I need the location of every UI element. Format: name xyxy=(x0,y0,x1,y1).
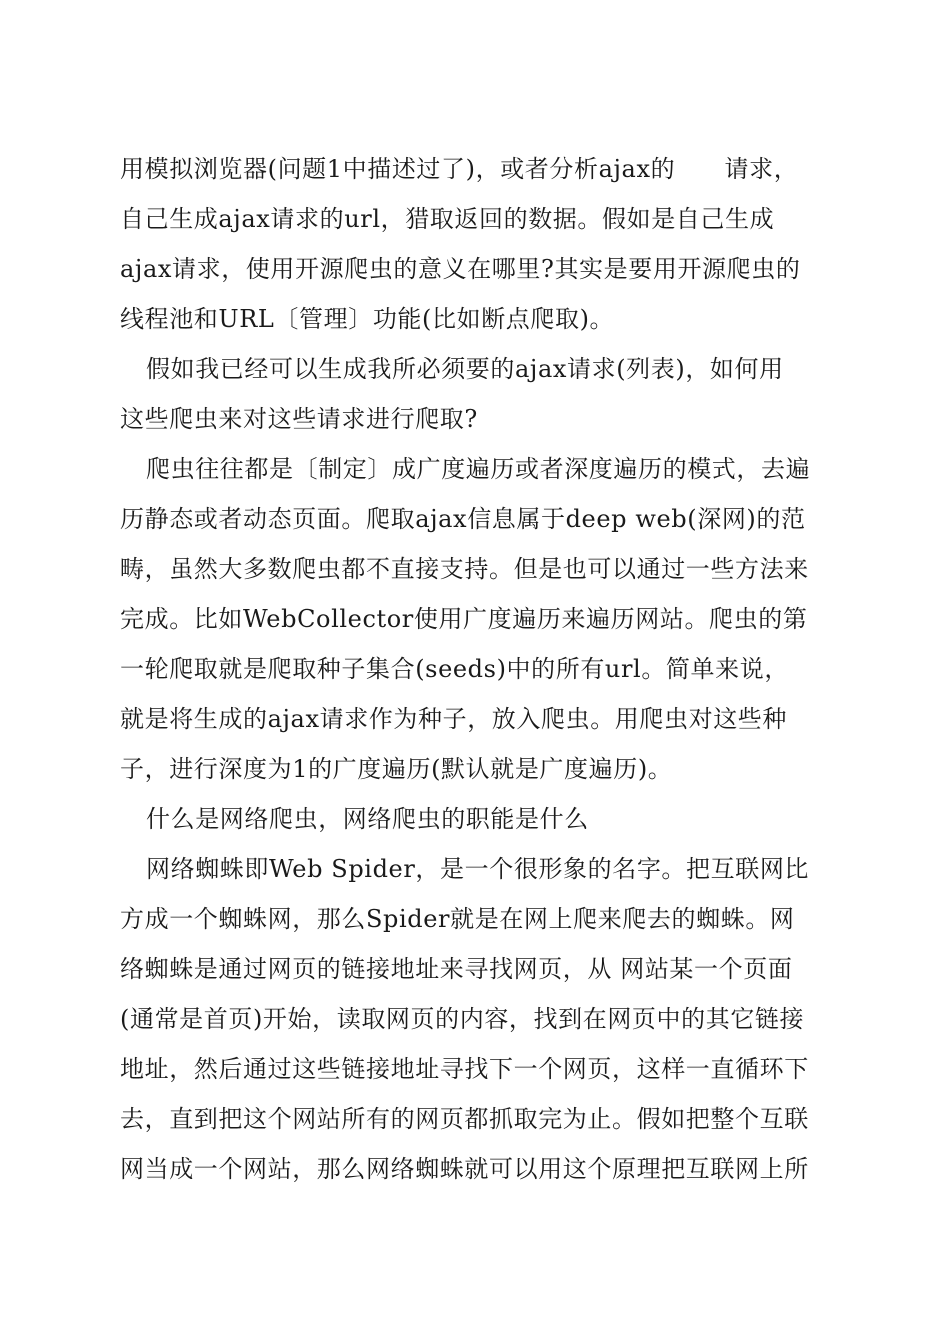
text-line: 历静态或者动态页面。爬取ajax信息属于deep web(深网)的范 xyxy=(120,505,806,533)
text-line: 这些爬虫来对这些请求进行爬取? xyxy=(120,405,478,433)
text-line: 就是将生成的ajax请求作为种子，放入爬虫。用爬虫对这些种 xyxy=(120,705,787,733)
text-line: 方成一个蜘蛛网，那么Spider就是在网上爬来爬去的蜘蛛。网 xyxy=(120,905,795,933)
text-line: 去，直到把这个网站所有的网页都抓取完为止。假如把整个互联 xyxy=(120,1105,809,1133)
section-heading: 什么是网络爬虫，网络爬虫的职能是什么 xyxy=(146,805,589,833)
text-line: 用模拟浏览器(问题1中描述过了)，或者分析ajax的 请求， xyxy=(120,155,799,183)
text-line: 网当成一个网站，那么网络蜘蛛就可以用这个原理把互联网上所 xyxy=(120,1155,809,1183)
paragraph-first-line: 爬虫往往都是〔制定〕成广度遍历或者深度遍历的模式，去遍 xyxy=(146,455,811,483)
text-line: 自己生成ajax请求的url，猎取返回的数据。假如是自己生成 xyxy=(120,205,775,233)
text-line: 线程池和URL〔管理〕功能(比如断点爬取)。 xyxy=(120,305,615,333)
text-line: 络蜘蛛是通过网页的链接地址来寻找网页，从 网站某一个页面 xyxy=(120,955,793,983)
paragraph-first-line: 假如我已经可以生成我所必须要的ajax请求(列表)，如何用 xyxy=(146,355,784,383)
paragraph-first-line: 网络蜘蛛即Web Spider，是一个很形象的名字。把互联网比 xyxy=(146,855,810,883)
text-line: 地址，然后通过这些链接地址寻找下一个网页，这样一直循环下 xyxy=(120,1055,809,1083)
text-line: (通常是首页)开始，读取网页的内容，找到在网页中的其它链接 xyxy=(120,1005,805,1033)
text-line: 完成。比如WebCollector使用广度遍历来遍历网站。爬虫的第 xyxy=(120,605,808,633)
text-line: 子，进行深度为1的广度遍历(默认就是广度遍历)。 xyxy=(120,755,673,783)
text-line: 畴，虽然大多数爬虫都不直接支持。但是也可以通过一些方法来 xyxy=(120,555,809,583)
text-line: ajax请求，使用开源爬虫的意义在哪里?其实是要用开源爬虫的 xyxy=(120,255,801,283)
text-line: 一轮爬取就是爬取种子集合(seeds)中的所有url。简单来说， xyxy=(120,655,789,683)
